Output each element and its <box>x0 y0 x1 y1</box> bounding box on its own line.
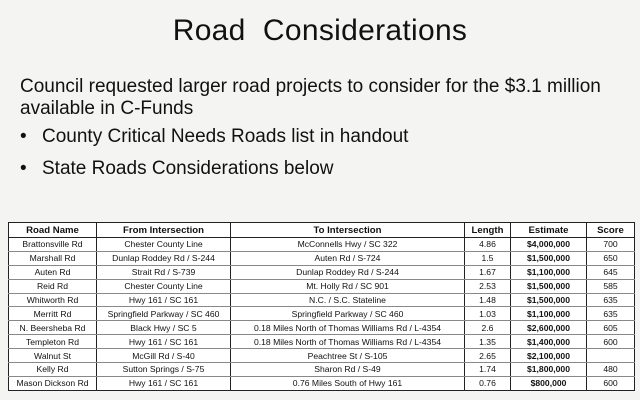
to-intersection-cell: Peachtree St / S-105 <box>231 349 465 363</box>
table-row <box>9 307 635 321</box>
estimate-cell: $2,100,000 <box>511 349 587 363</box>
score-cell: 585 <box>587 279 635 293</box>
bullet-icon: • <box>20 126 27 147</box>
to-intersection-cell: 0.18 Miles North of Thomas Williams Rd / L-4354 <box>231 335 465 349</box>
table-row <box>9 335 635 349</box>
table-row <box>9 293 635 307</box>
to-intersection-cell: Mt. Holly Rd / SC 901 <box>231 279 465 293</box>
estimate-cell: $1,500,000 <box>511 279 587 293</box>
to-intersection-cell: Sharon Rd / S-49 <box>231 363 465 377</box>
road-name-cell: Reid Rd <box>9 279 97 293</box>
from-intersection-cell: Sutton Springs / S-75 <box>97 363 231 377</box>
bullet-text: County Critical Needs Roads list in handout <box>42 126 409 147</box>
from-intersection-cell: Springfield Parkway / SC 460 <box>97 307 231 321</box>
score-cell: 645 <box>587 265 635 279</box>
header-from-intersection: From Intersection <box>97 223 231 238</box>
bullet-icon: • <box>20 158 27 179</box>
bullet-item <box>20 126 630 148</box>
road-table <box>8 222 635 391</box>
header-score: Score <box>587 223 635 238</box>
road-name-cell: Mason Dickson Rd <box>9 376 97 390</box>
to-intersection-cell: 0.76 Miles South of Hwy 161 <box>231 376 465 390</box>
length-cell: 1.35 <box>465 335 511 349</box>
from-intersection-cell: Hwy 161 / SC 161 <box>97 335 231 349</box>
road-name-cell: Marshall Rd <box>9 251 97 265</box>
road-name-cell: Kelly Rd <box>9 363 97 377</box>
length-cell: 2.53 <box>465 279 511 293</box>
table-row <box>9 238 635 252</box>
from-intersection-cell: Dunlap Roddey Rd / S-244 <box>97 251 231 265</box>
table-row <box>9 251 635 265</box>
table-row <box>9 321 635 335</box>
length-cell: 2.65 <box>465 349 511 363</box>
from-intersection-cell: Chester County Line <box>97 238 231 252</box>
intro-text: Council requested larger road projects to consider for the $3.1 million available in C-Funds <box>20 76 601 119</box>
estimate-cell: $1,500,000 <box>511 293 587 307</box>
length-cell: 1.48 <box>465 293 511 307</box>
estimate-cell: $2,600,000 <box>511 321 587 335</box>
slide-title: Road Considerations <box>172 14 468 47</box>
from-intersection-cell: Hwy 161 / SC 161 <box>97 376 231 390</box>
estimate-cell: $1,100,000 <box>511 265 587 279</box>
road-name-cell: Walnut St <box>9 349 97 363</box>
score-cell: 635 <box>587 307 635 321</box>
to-intersection-cell: Springfield Parkway / SC 460 <box>231 307 465 321</box>
header-estimate: Estimate <box>511 223 587 238</box>
score-cell: 480 <box>587 363 635 377</box>
table-row <box>9 349 635 363</box>
road-name-cell: N. Beersheba Rd <box>9 321 97 335</box>
length-cell: 1.5 <box>465 251 511 265</box>
table-row <box>9 376 635 390</box>
length-cell: 1.03 <box>465 307 511 321</box>
score-cell: 700 <box>587 238 635 252</box>
table-row <box>9 265 635 279</box>
to-intersection-cell: McConnells Hwy / SC 322 <box>231 238 465 252</box>
length-cell: 2.6 <box>465 321 511 335</box>
estimate-cell: $4,000,000 <box>511 238 587 252</box>
from-intersection-cell: Strait Rd / S-739 <box>97 265 231 279</box>
road-name-cell: Auten Rd <box>9 265 97 279</box>
estimate-cell: $800,000 <box>511 376 587 390</box>
score-cell: 635 <box>587 293 635 307</box>
road-name-cell: Merritt Rd <box>9 307 97 321</box>
estimate-cell: $1,400,000 <box>511 335 587 349</box>
road-name-cell: Brattonsville Rd <box>9 238 97 252</box>
estimate-cell: $1,100,000 <box>511 307 587 321</box>
from-intersection-cell: Hwy 161 / SC 161 <box>97 293 231 307</box>
estimate-cell: $1,500,000 <box>511 251 587 265</box>
estimate-cell: $1,800,000 <box>511 363 587 377</box>
table-row <box>9 363 635 377</box>
from-intersection-cell: Black Hwy / SC 5 <box>97 321 231 335</box>
to-intersection-cell: Dunlap Roddey Rd / S-244 <box>231 265 465 279</box>
length-cell: 1.74 <box>465 363 511 377</box>
from-intersection-cell: Chester County Line <box>97 279 231 293</box>
to-intersection-cell: N.C. / S.C. Stateline <box>231 293 465 307</box>
score-cell: 650 <box>587 251 635 265</box>
header-road-name: Road Name <box>9 223 97 238</box>
table-header-row <box>9 223 635 238</box>
header-to-intersection: To Intersection <box>231 223 465 238</box>
road-name-cell: Templeton Rd <box>9 335 97 349</box>
bullet-list <box>20 126 630 190</box>
score-cell: 600 <box>587 335 635 349</box>
to-intersection-cell: Auten Rd / S-724 <box>231 251 465 265</box>
score-cell: 605 <box>587 321 635 335</box>
bullet-item <box>20 158 630 180</box>
table-row <box>9 279 635 293</box>
to-intersection-cell: 0.18 Miles North of Thomas Williams Rd / L-4354 <box>231 321 465 335</box>
bullet-text: State Roads Considerations below <box>42 158 334 179</box>
length-cell: 0.76 <box>465 376 511 390</box>
length-cell: 4.86 <box>465 238 511 252</box>
length-cell: 1.67 <box>465 265 511 279</box>
score-cell <box>587 349 635 363</box>
table-body <box>9 238 635 391</box>
road-name-cell: Whitworth Rd <box>9 293 97 307</box>
score-cell: 600 <box>587 376 635 390</box>
from-intersection-cell: McGill Rd / S-40 <box>97 349 231 363</box>
header-length: Length <box>465 223 511 238</box>
